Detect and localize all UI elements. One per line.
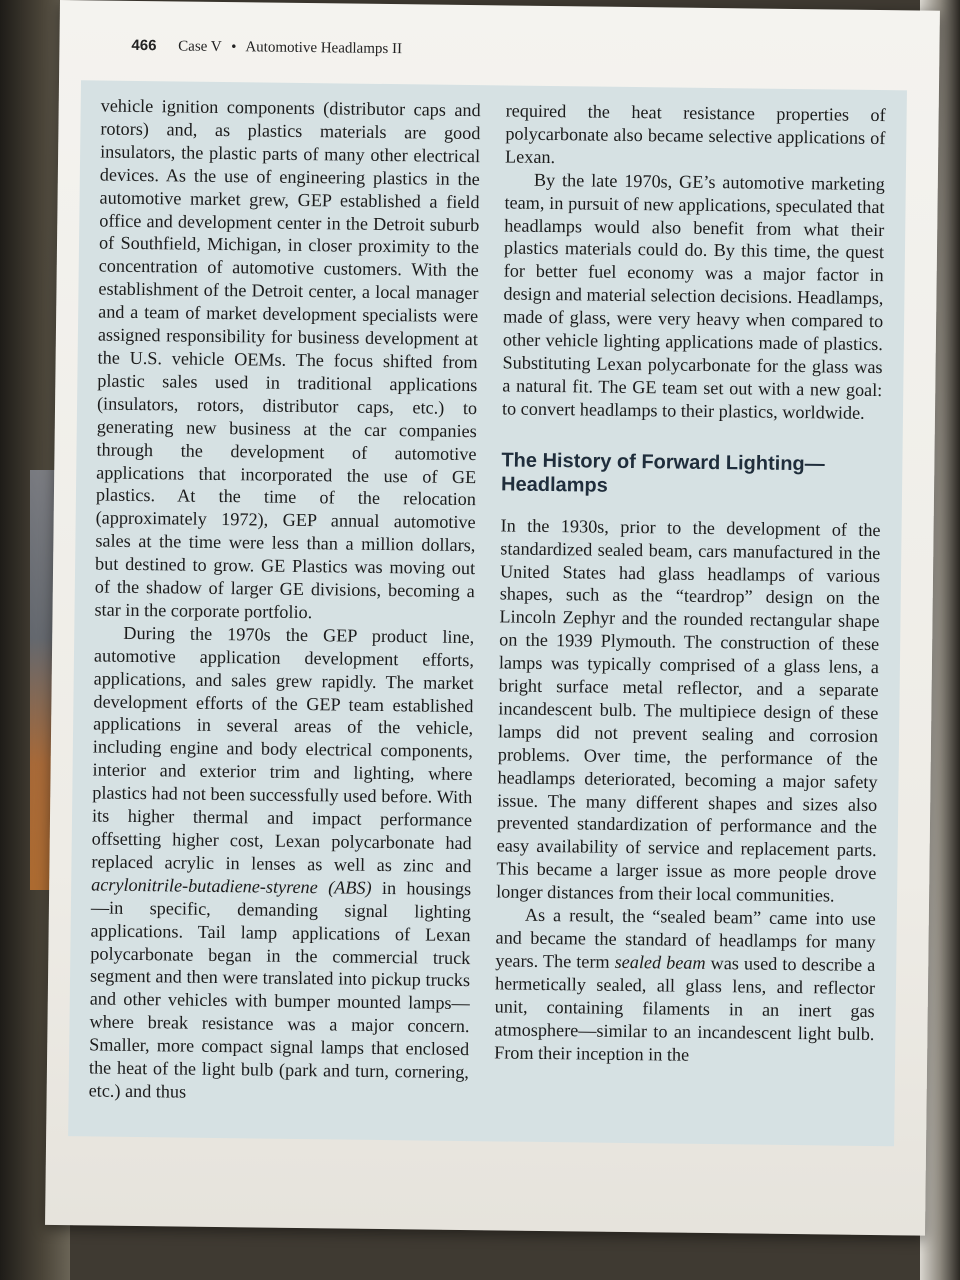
left-paragraph-1: vehicle ignition components (distributor caps and rotors) and, as plastics materials are good insulators, the plastic parts of many other electrical devices. As the use of engineering plastics in the automotive market grew, GEP established a field office and development center in the Detroit suburb of Southfield, Michigan, in closer proximity to the concentration of automotive customers. With the establishment of the Detroit center, a local manager and a team of market development specialists were assigned responsibility for business development at the U.S. vehicle OEMs. The focus shifted from plastic sales used in traditional applications (insulators, rotors, distributor caps, etc.) to generating new business at the car companies through the development of automotive applications that incorporated the use of GE plastics. At the time of the relocation (approximately 1972), GEP annual automotive sales at the time were less than a million dollars, but destined to grow. GE Plastics was moving out of the shadow of larger GE divisions, becoming a star in the corporate portfolio. bbox=[94, 95, 481, 623]
right-paragraph-4 bbox=[494, 903, 876, 1068]
section-heading: The History of Forward Lighting—Headlamps bbox=[500, 449, 825, 497]
right-p4-text-a: As a result, the “sealed beam” came into use and became the standard of headlamps for many years. The term bbox=[495, 904, 876, 972]
bullet-separator: • bbox=[231, 39, 237, 56]
case-label: Case V bbox=[178, 38, 222, 55]
right-p4-text-b: was used to describe a hermetically sealed, all glass lens, and reflector unit, containing filaments in an inert gas atmosphere—similar to an incandescent light bulb. From their inception in the bbox=[494, 952, 876, 1065]
right-paragraph-3: In the 1930s, prior to the development of the standardized sealed beam, cars manufactured in the United States had glass headlamps of various shapes, such as the “teardrop” design on the Lincoln Zephyr and the rounded rectangular shape on the 1939 Plymouth. The construction of these lamps was typically comprised of a glass lens, a bright surface metal reflector, and a separate incandescent bulb. The multipiece design of these lamps did not prevent sealing and corrosion problems. Over time, the performance of the headlamps deteriorated, becoming a major safety issue. The many different shapes and sizes also prevented standardization of performance and the easy availability of service and replacement parts. This became a larger issue as more people drove longer distances from their local communities. bbox=[496, 515, 881, 906]
left-paragraph-2 bbox=[89, 621, 475, 1107]
chapter-title: Automotive Headlamps II bbox=[245, 39, 403, 58]
left-p2-text-a: During the 1970s the GEP product line, automotive application development efforts, applications, and sales grew rapidly. The market development efforts of the GEP team established applications in several areas of the vehicle, including engine and body electrical components, interior and exterior trim and lighting, where plastics had not been successfully used before. With its higher thermal and impact performance offsetting higher cost, Lexan polycarbonate had replaced acrylic in lenses as well as zinc and bbox=[91, 622, 475, 876]
left-p2-text-b: in housings—in specific, demanding signal lighting applications. Tail lamp applications of Lexan polycarbonate began in the commercial truck segment and then were translated into pickup trucks and other vehicles with bumper mounted lamps—where break resistance was a major concern. Smaller, more compact signal lamps that enclosed the heat of the light bulb (park and turn, cornering, etc.) and thus bbox=[88, 877, 472, 1102]
left-p2-italic-term: acrylonitrile-butadiene-styrene (ABS) bbox=[91, 874, 372, 898]
right-paragraph-2: By the late 1970s, GE’s automotive marketing team, in pursuit of new applications, speculated that headlamps would also benefit from what their plastics materials could do. By this time, the quest for better fuel economy was a major factor in design and material selection decisions. Headlamps, made of glass, were very heavy when compared to other vehicle lighting applications made of plastics. Substituting Lexan polycarbonate for the glass was a natural fit. The GE team set out with a new goal: to convert headlamps to their plastics, worldwide. bbox=[501, 169, 885, 423]
right-column bbox=[494, 99, 886, 1068]
page-number: 466 bbox=[131, 36, 157, 55]
shaded-text-box bbox=[68, 80, 907, 1146]
book-page bbox=[45, 0, 940, 1236]
left-column bbox=[89, 95, 481, 1107]
right-p4-italic-term: sealed beam bbox=[614, 951, 706, 973]
running-head bbox=[131, 37, 402, 58]
right-paragraph-1: required the heat resistance properties of polycarbonate also became selective applications of Lexan. bbox=[505, 100, 886, 167]
